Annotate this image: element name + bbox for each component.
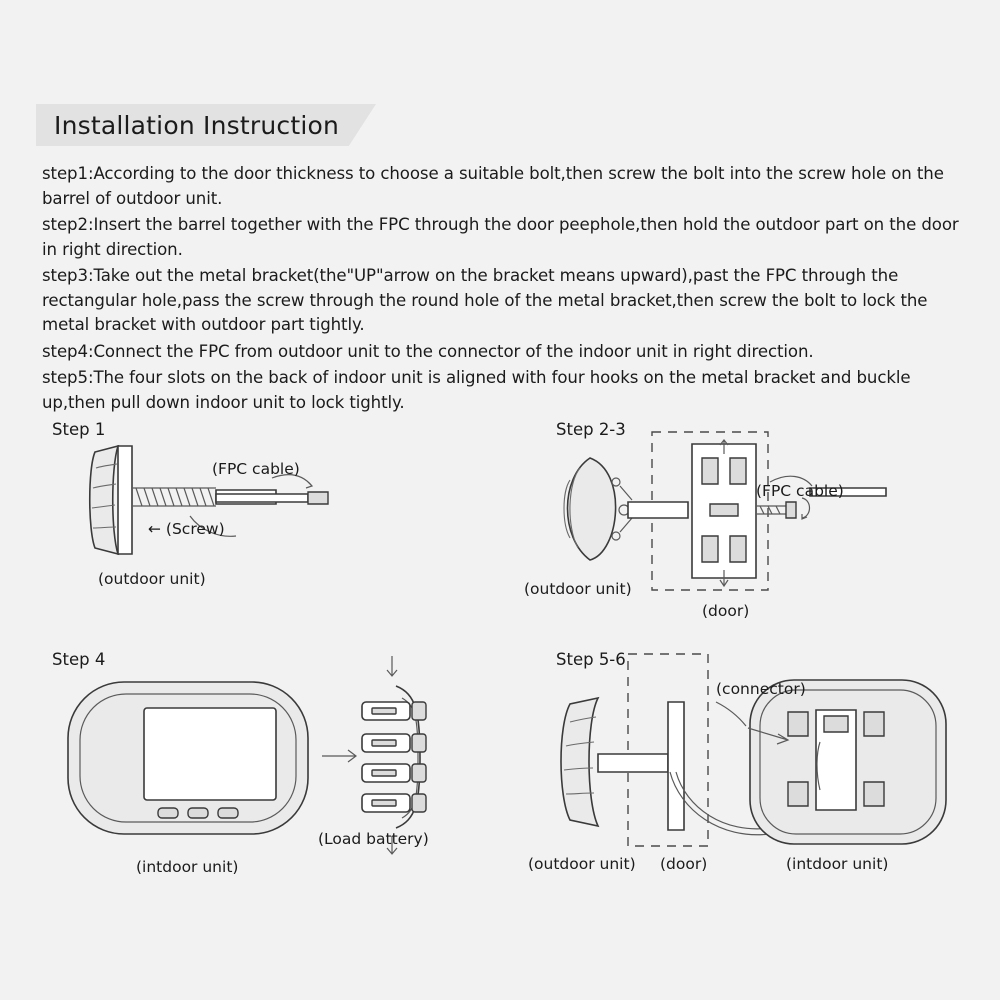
figure-step-4-label-load-battery: (Load battery) (318, 830, 429, 848)
figure-step-5-6-label-connector: (connector) (716, 680, 806, 698)
figure-step-5-6-label-door: (door) (660, 855, 708, 873)
figure-step-2-3-heading: Step 2-3 (556, 420, 626, 439)
figure-step-2-3-drawing (520, 420, 960, 630)
instruction-step-4: step4:Connect the FPC from outdoor unit to the connector of the indoor unit in right direction. (42, 341, 814, 361)
figure-step-2-3-label-door: (door) (702, 602, 750, 620)
figure-step-1-heading: Step 1 (52, 420, 106, 439)
figure-step-4-drawing (40, 650, 500, 890)
page-title-text: Installation Instruction (54, 110, 340, 140)
figure-step-1-label-fpc-cable: (FPC cable) (212, 460, 300, 478)
figure-step-5-6-heading: Step 5-6 (556, 650, 626, 669)
figure-step-1 (40, 420, 460, 610)
figure-step-5-6-label-outdoor-unit: (outdoor unit) (528, 855, 636, 873)
figure-step-2-3 (520, 420, 960, 630)
instruction-step-2: step2:Insert the barrel together with the FPC through the door peephole,then hold the outdoor part on the door in right direction. (42, 215, 959, 259)
figure-step-4-heading: Step 4 (52, 650, 106, 669)
instruction-step-1: step1:According to the door thickness to choose a suitable bolt,then screw the bolt into the screw hole on the barrel of outdoor unit. (42, 164, 944, 208)
instruction-step-3: step3:Take out the metal bracket(the"UP"arrow on the bracket means upward),past the FPC through the rectangular hole,pass the screw through the round hole of the metal bracket,then screw the bolt to lock the metal bracket with outdoor part tightly. (42, 266, 928, 334)
figure-step-2-3-label-fpc-cable: (FPC cable) (756, 482, 844, 500)
figure-step-1-label-outdoor-unit: (outdoor unit) (98, 570, 206, 588)
figure-step-4-label-indoor-unit: (intdoor unit) (136, 858, 239, 876)
figure-step-4 (40, 650, 500, 890)
figure-step-5-6-label-indoor-unit: (intdoor unit) (786, 855, 889, 873)
figure-step-5-6 (520, 650, 980, 890)
instruction-steps (42, 162, 978, 417)
figure-step-2-3-label-outdoor-unit: (outdoor unit) (524, 580, 632, 598)
page-title (36, 104, 339, 146)
figure-step-1-label-screw: ← (Screw) (148, 520, 225, 538)
instruction-step-5: step5:The four slots on the back of indoor unit is aligned with four hooks on the metal bracket and buckle up,then pull down indoor unit to lock tightly. (42, 368, 911, 412)
